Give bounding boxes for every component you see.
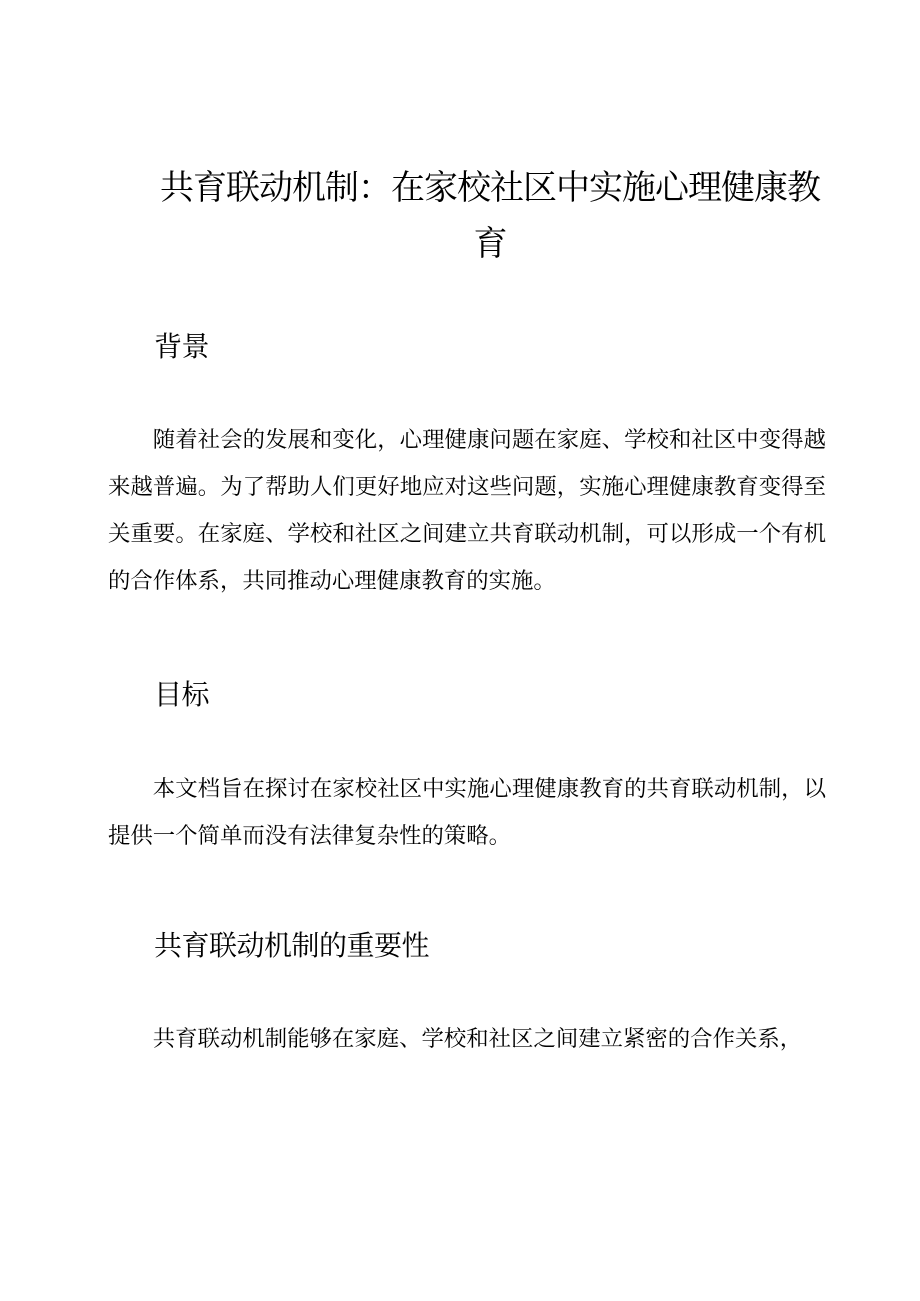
section-paragraph-background: 随着社会的发展和变化，心理健康问题在家庭、学校和社区中变得越来越普遍。为了帮助人们更好地应对这些问题，实施心理健康教育变得至关重要。在家庭、学校和社区之间建立共育联动机制，可以形成一个有机的合作体系，共同推动心理健康教育的实施。 [108,427,826,594]
section-paragraph-importance: 共育联动机制能够在家庭、学校和社区之间建立紧密的合作关系， [152,1026,803,1052]
section-paragraph-goal: 本文档旨在探讨在家校社区中实施心理健康教育的共育联动机制，以提供一个简单而没有法律复杂性的策略。 [108,776,826,849]
document-title: 共育联动机制：在家校社区中实施心理健康教育 [160,168,820,264]
section-heading-importance: 共育联动机制的重要性 [154,929,430,962]
section-heading-background: 背景 [154,330,210,363]
section-heading-goal: 目标 [154,678,210,711]
